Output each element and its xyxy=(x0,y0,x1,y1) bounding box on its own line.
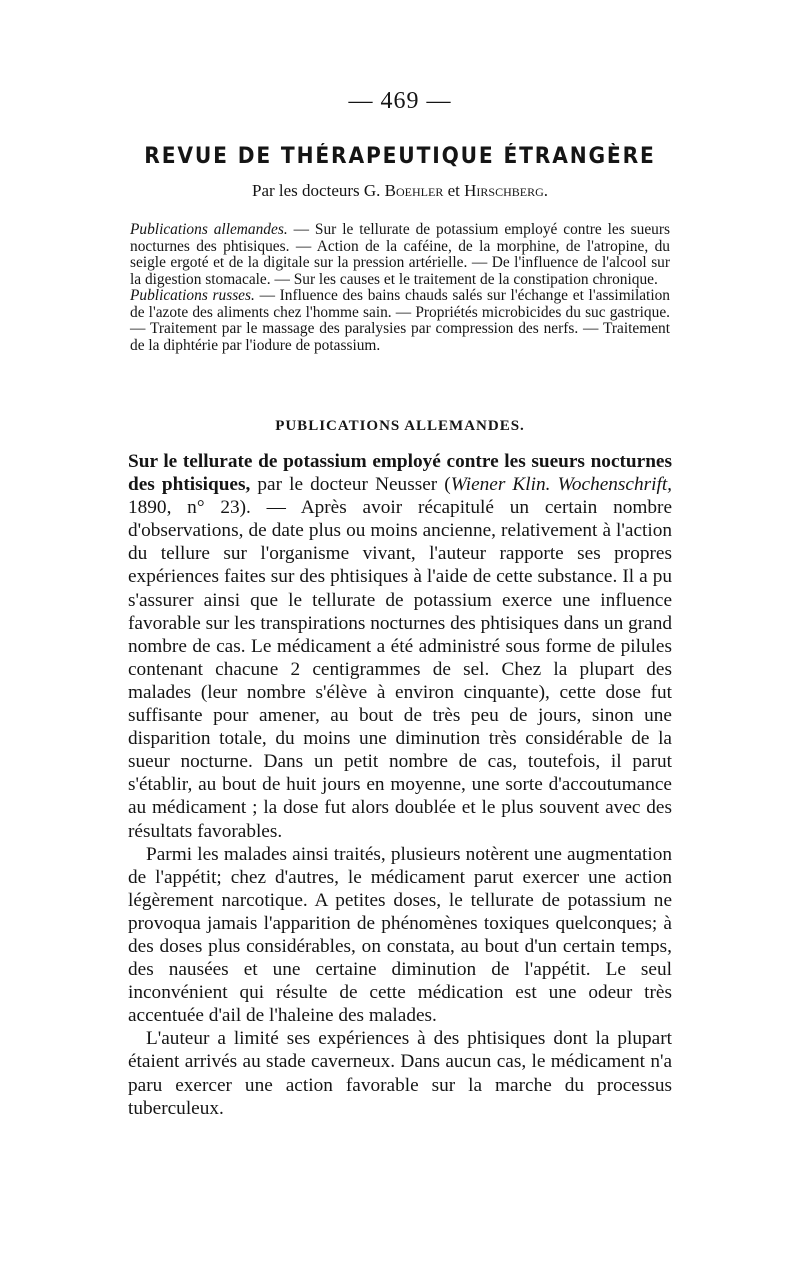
paragraph-2: Parmi les malades ainsi traités, plusieurs notèrent une augmentation de l'appétit; chez d'autres, le médicament parut exercer une action légèrement narcotique. A petites doses, le tellurate de potassium ne provoqua jamais l'apparition de phénomènes toxiques quelconques; à des doses plus considérables, on constata, au bout d'un certain temps, des nausées et une certaine diminution de l'appétit. Le seul inconvénient qui résulte de cette médication est une odeur très accentuée d'ail de l'haleine des malades. xyxy=(128,843,672,1027)
summary-block xyxy=(130,222,670,354)
page-number: — 469 — xyxy=(348,88,452,114)
section-heading: PUBLICATIONS ALLEMANDES. xyxy=(275,418,525,434)
authors-line xyxy=(0,181,800,201)
citation-post: 1890, n° 23). — xyxy=(128,497,286,519)
paragraph-1 xyxy=(128,450,672,843)
article-title: REVUE DE THÉRAPEUTIQUE ÉTRANGÈRE xyxy=(144,144,656,169)
authors-prefix: Par les docteurs G. xyxy=(252,181,381,200)
authors-joiner: et xyxy=(447,181,460,200)
summary-german xyxy=(130,222,670,288)
summary-russian-label: Publications russes. xyxy=(130,287,255,304)
citation-pre: par le docteur Neusser ( xyxy=(250,474,451,496)
author-hirschberg: Hirschberg. xyxy=(464,181,548,200)
article-body xyxy=(128,450,672,1120)
paragraph-1-text: Après avoir récapitulé un certain nombre d'observations, de date plus ou moins ancienne, relativement à l'action du tellure sur l'organisme vivant, l'auteur rapporte ses propres expériences faites sur des phtisiques à l'aide de cette substance. Il a pu s'assurer ainsi que le tellurate de potassium exerce une influence favorable sur les transpirations nocturnes des phtisiques dans un grand nombre de cas. Le médicament a été administré sous forme de pilules contenant chacune 2 centigrammes de sel. Chez la plupart des malades (leur nombre s'élève à environ cinquante), cette dose fut suffisante pour amener, au bout de très peu de jours, sinon une disparition totale, du moins une diminution très considérable de la sueur nocturne. Dans un petit nombre de cas, toutefois, il parut s'établir, au bout de huit jours en moyenne, une sorte d'accoutumance au médicament ; la dose fut alors doublée et le plus souvent avec des résultats favorables. xyxy=(128,497,673,842)
paragraph-3: L'auteur a limité ses expériences à des phtisiques dont la plupart étaient arrivés au stade caverneux. Dans aucun cas, le médicament n'a paru exercer une action favorable sur la marche du processus tuberculeux. xyxy=(128,1028,672,1119)
summary-russian-text: — Influence des bains chauds salés sur l'échange et l'assimilation de l'azote des aliments chez l'homme sain. — Propriétés microbicides du suc gastrique. — Traitement par le massage des paralysies par compression des nerfs. — Traitement de la diphtérie par l'iodure de potassium. xyxy=(130,287,670,354)
author-boehler: Boehler xyxy=(384,181,444,200)
summary-russian xyxy=(130,288,670,354)
journal-name: Wiener Klin. Wochenschrift, xyxy=(450,474,673,496)
article-lead: Sur le tellurate de potassium employé contre les sueurs nocturnes des phtisiques, xyxy=(128,451,672,496)
summary-german-label: Publications allemandes. xyxy=(130,221,288,238)
summary-german-text: — Sur le tellurate de potassium employé contre les sueurs nocturnes des phtisiques. — Action de la caféine, de la morphine, de l'atropine, du seigle ergoté et de la digitale sur la pression artérielle. — De l'influence de l'alcool sur la digestion stomacale. — Sur les causes et le traitement de la constipation chronique. xyxy=(130,221,670,288)
